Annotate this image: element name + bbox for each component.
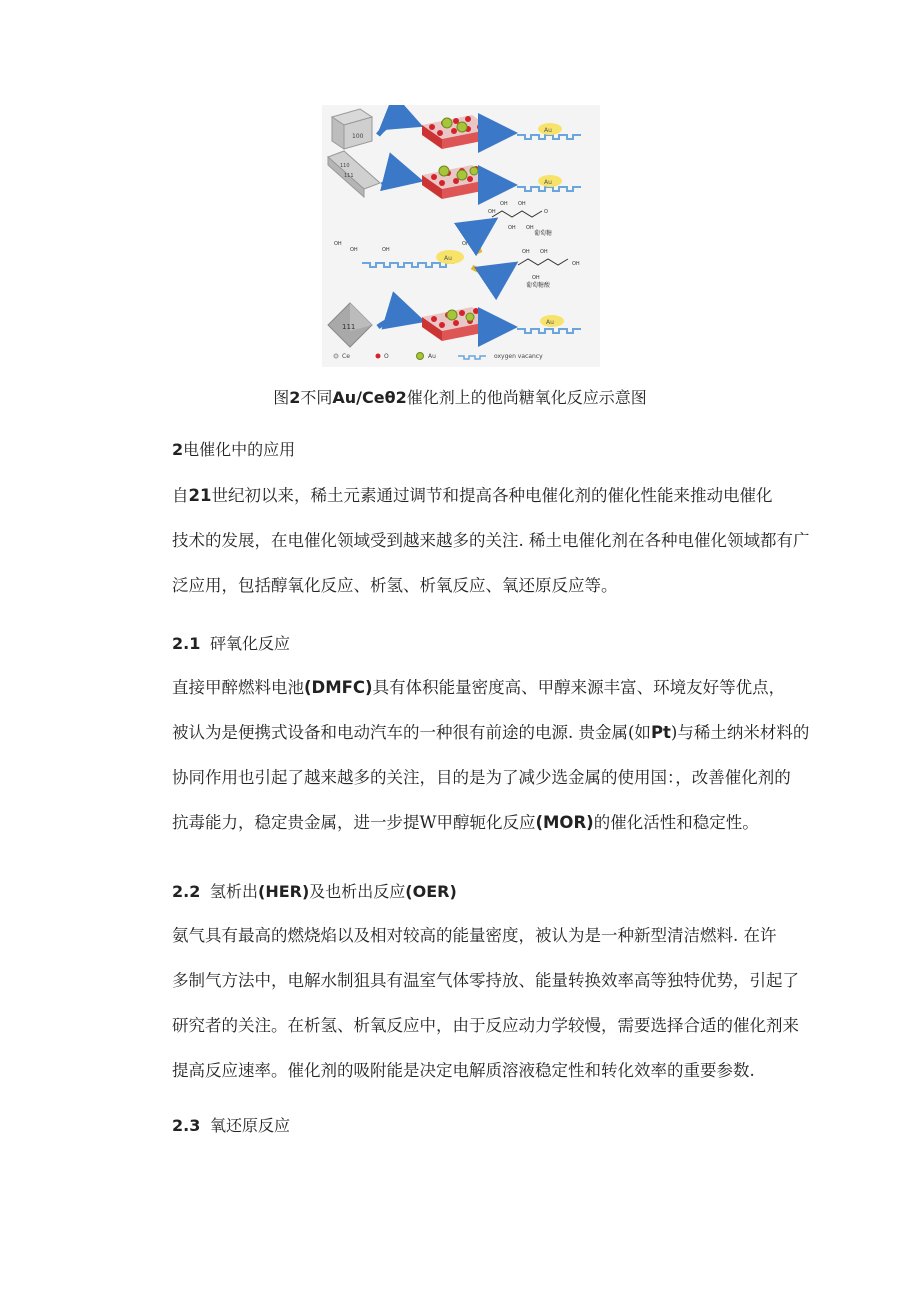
ceo2-lattice-1	[422, 115, 492, 149]
legend-au: Au	[428, 353, 436, 360]
caption-number: 2	[289, 388, 301, 407]
section-2-2-number: 2.2	[172, 882, 201, 901]
paragraph-1-line-3: 泛应用，包括醇氧化反应、析氢、析氧反应、氧还原反应等。	[172, 576, 618, 595]
oh-11: OH	[540, 249, 548, 255]
ceo2-lattice-2	[422, 165, 492, 199]
caption-mid: 不同	[300, 388, 333, 407]
p2-l4c: 的催化活性和稳定性。	[593, 813, 759, 832]
section-2-1-number: 2.1	[172, 634, 201, 653]
section-2-number: 2	[172, 440, 184, 459]
glucose-label: 葡萄糖	[534, 230, 553, 237]
paragraph-1-line-1	[172, 473, 792, 518]
p2-l4b: (MOR)	[535, 813, 594, 832]
s22-title-d: (OER)	[405, 882, 457, 901]
au-label-3: Au	[444, 255, 452, 262]
octahedron-111	[328, 303, 372, 347]
paragraph-2-line-1	[172, 665, 792, 710]
p1-l1a: 自	[172, 486, 189, 505]
paragraph-1	[172, 473, 810, 608]
section-2-1-title: 砰氧化反应	[210, 634, 291, 653]
oh-2: OH	[500, 201, 508, 207]
reaction-scheme-svg	[322, 105, 600, 367]
p1-l1c: 世纪初以来，稀土元素通过调节和提高各种电催化剂的催化性能来推动电催化	[211, 486, 773, 505]
caption-rest: 催化剂上的他尚糖氧化反应示意图	[406, 388, 647, 407]
arrow-2	[382, 178, 414, 185]
ceo2-lattice-4	[422, 307, 492, 341]
rod-110	[328, 151, 380, 197]
arrow-4	[378, 317, 416, 327]
legend-vacancy: oxygen vacancy	[494, 353, 543, 360]
adsorbed-row	[334, 241, 470, 267]
au-support-4	[517, 315, 581, 333]
figure-caption	[0, 385, 920, 408]
oh-7: OH	[350, 247, 358, 253]
arrow-1	[378, 121, 414, 135]
paragraph-3-line-4: 提高反应速率。催化剂的吸附能是决定电解质溶液稳定性和转化效率的重要参数.	[172, 1061, 755, 1080]
oh-9: OH	[462, 241, 470, 247]
oh-12: OH	[532, 275, 540, 281]
paragraph-2-line-2	[172, 710, 810, 755]
section-2-2-heading	[172, 879, 457, 902]
gluconic-acid-label: 葡萄糖酸	[526, 282, 551, 289]
oh-6: OH	[334, 241, 342, 247]
cube-100	[332, 109, 372, 149]
paragraph-3-line-3: 研究者的关注。在析氢、析氧反应中，由于反应动力学较慢，需要选择合适的催化剂来	[172, 1016, 799, 1035]
label-111-oct: 111	[342, 323, 356, 331]
oh-4: OH	[508, 225, 516, 231]
au-label-2: Au	[544, 179, 552, 186]
o-1: O	[544, 209, 548, 215]
label-111-rod: 111	[344, 173, 354, 179]
paragraph-2-line-3: 协同作用也引起了越来越多的关注，目的是为了减少选金属的使用国：，改善催化剂的	[172, 768, 791, 787]
arrow-product-out	[472, 267, 510, 273]
section-2-3-number: 2.3	[172, 1116, 201, 1135]
p2-l2c: )与稀土纳米材料的	[670, 723, 810, 742]
legend	[334, 353, 543, 361]
section-2-heading	[172, 437, 295, 460]
s22-title-c: 及也析出反应	[309, 882, 406, 901]
paragraph-1-line-2: 技术的发展，在电催化领域受到越来越多的关注. 稀土电催化剂在各种电催化领域都有广	[172, 531, 810, 550]
section-2-1-heading	[172, 631, 290, 654]
oh-5: OH	[526, 225, 534, 231]
paragraph-3	[172, 913, 799, 1093]
legend-o: O	[384, 353, 389, 360]
legend-ce: Ce	[342, 353, 350, 360]
section-2-3-title: 氧还原反应	[210, 1116, 291, 1135]
p2-l1a: 直接甲醉燃料电池	[172, 678, 304, 697]
s22-title-a: 氢析出	[210, 882, 259, 901]
paragraph-2-line-4	[172, 800, 792, 845]
p2-l2a: 被认为是便携式设备和电动汽车的一种很有前途的电源. 贵金属(如	[172, 723, 651, 742]
label-100: 100	[352, 133, 364, 140]
s22-title-b: (HER)	[258, 882, 310, 901]
au-support-1	[517, 123, 581, 139]
oh-1: OH	[488, 209, 496, 215]
gluconic-acid-molecule	[518, 249, 580, 289]
paragraph-3-line-2: 多制气方法中，电解水制狙具有温室气体零持放、能量转换效率高等独特优势，引起了	[172, 971, 799, 990]
label-110: 110	[340, 163, 350, 169]
oh-3: OH	[518, 201, 526, 207]
oh-8: OH	[382, 247, 390, 253]
au-support-2	[517, 175, 581, 191]
glucose-molecule	[488, 201, 552, 237]
caption-bold: Au/Ceθ2	[332, 388, 407, 407]
section-2-3-heading	[172, 1113, 290, 1136]
p1-l1b: 21	[188, 486, 212, 505]
section-2-title: 电催化中的应用	[183, 440, 296, 459]
p2-l1b: (DMFC)	[304, 678, 373, 697]
au-label-4: Au	[546, 319, 554, 326]
paragraph-3-line-1: 氨气具有最高的燃烧焰以及相对较高的能量密度，被认为是一种新型清洁燃料. 在许	[172, 926, 777, 945]
p2-l4a: 抗毒能力，稳定贵金属，进一步提W甲醇轭化反应	[172, 813, 536, 832]
oh-10: OH	[522, 249, 530, 255]
p2-l1c: 具有体积能量密度高、甲醇来源丰富、环境友好等优点，	[372, 678, 786, 697]
oh-13: OH	[572, 261, 580, 267]
reaction-scheme-figure	[322, 105, 600, 367]
p2-l2b: Pt	[650, 723, 671, 742]
paragraph-2	[172, 665, 810, 845]
arrow-glucose-in	[478, 223, 490, 253]
au-label-1: Au	[544, 127, 552, 134]
caption-prefix: 图	[273, 388, 290, 407]
